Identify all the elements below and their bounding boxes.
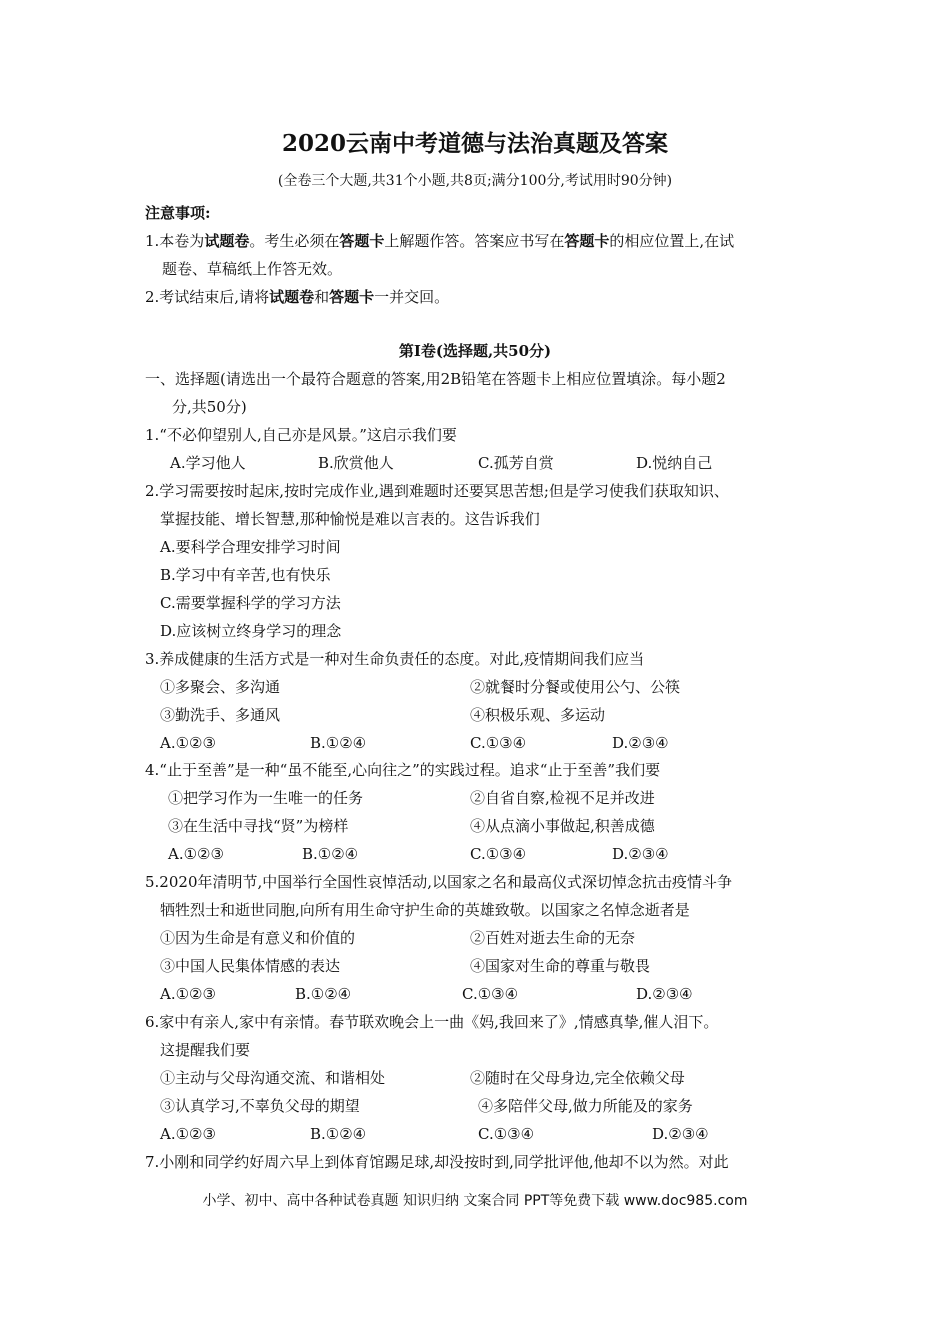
question-3-stem: 3.养成健康的生活方式是一种对生命负责任的态度。对此,疫情期间我们应当 (145, 650, 645, 668)
q4-option-c: C.①③④ (470, 845, 527, 863)
notice-emphasis: 试题卷 (204, 232, 250, 250)
q1-option-d: D.悦纳自己 (636, 454, 713, 472)
page-footer: 小学、初中、高中各种试卷真题 知识归纳 文案合同 PPT等免费下载 www.doc985.com (202, 1193, 748, 1209)
q3-statement-4: ④积极乐观、多运动 (470, 706, 606, 724)
q2-option-c: C.需要掌握科学的学习方法 (160, 594, 341, 612)
q5-option-d: D.②③④ (636, 985, 693, 1003)
notice-text: 上解题作答。答案应书写在 (384, 232, 565, 250)
document-title: 2020云南中考道德与法治真题及答案 (281, 130, 668, 157)
question-6-stem: 6.家中有亲人,家中有亲情。春节联欢晚会上一曲《妈,我回来了》,情感真挚,催人泪下。 (145, 1013, 719, 1031)
q6-statement-2: ②随时在父母身边,完全依赖父母 (470, 1069, 685, 1087)
notice-text: 。考生必须在 (249, 232, 340, 250)
q4-statement-1: ①把学习作为一生唯一的任务 (168, 789, 364, 807)
q6-option-c: C.①③④ (478, 1125, 535, 1143)
q1-option-b: B.欣赏他人 (318, 454, 394, 472)
q6-statement-3: ③认真学习,不辜负父母的期望 (160, 1097, 360, 1115)
notice-item-1 (145, 231, 734, 251)
q1-option-c: C.孤芳自赏 (478, 454, 554, 472)
q4-statement-2: ②自省自察,检视不足并改进 (470, 789, 655, 807)
part-instructions-continued: 分,共50分) (172, 398, 247, 416)
part-instructions: 一、选择题(请选出一个最符合题意的答案,用2B铅笔在答题卡上相应位置填涂。每小题2 (145, 370, 726, 388)
notice-text: 一并交回。 (374, 288, 450, 306)
question-7-stem: 7.小刚和同学约好周六早上到体育馆踢足球,却没按时到,同学批评他,他却不以为然。对此 (145, 1153, 729, 1171)
q5-statement-3: ③中国人民集体情感的表达 (160, 957, 341, 975)
q3-statement-3: ③勤洗手、多通风 (160, 706, 281, 724)
notice-text: 2.考试结束后,请将 (145, 288, 270, 306)
q5-option-c: C.①③④ (462, 985, 519, 1003)
notice-emphasis: 答题卡 (564, 232, 610, 250)
question-6-stem-continued: 这提醒我们要 (160, 1041, 251, 1059)
notice-emphasis: 试题卷 (269, 288, 315, 306)
q5-option-a: A.①②③ (160, 985, 216, 1003)
notice-text: 和 (314, 288, 330, 306)
notice-item-2 (145, 287, 449, 307)
q3-option-b: B.①②④ (310, 734, 367, 752)
notice-item-1-continued: 题卷、草稿纸上作答无效。 (162, 260, 343, 278)
q6-statement-4: ④多陪伴父母,做力所能及的家务 (478, 1097, 693, 1115)
q4-statement-4: ④从点滴小事做起,积善成德 (470, 817, 655, 835)
notice-emphasis: 答题卡 (339, 232, 385, 250)
q4-option-b: B.①②④ (302, 845, 359, 863)
question-5-stem-continued: 牺牲烈士和逝世同胞,向所有用生命守护生命的英雄致敬。以国家之名悼念逝者是 (160, 901, 690, 919)
q5-statement-1: ①因为生命是有意义和价值的 (160, 929, 356, 947)
q2-option-a: A.要科学合理安排学习时间 (160, 538, 341, 556)
q5-option-b: B.①②④ (295, 985, 352, 1003)
exam-info: (全卷三个大题,共31个小题,共8页;满分100分,考试用时90分钟) (277, 173, 673, 189)
notice-heading: 注意事项: (145, 204, 211, 222)
notice-emphasis: 答题卡 (329, 288, 375, 306)
q3-option-a: A.①②③ (160, 734, 216, 752)
q5-statement-2: ②百姓对逝去生命的无奈 (470, 929, 636, 947)
q3-statement-2: ②就餐时分餐或使用公勺、公筷 (470, 678, 681, 696)
q2-option-b: B.学习中有辛苦,也有快乐 (160, 566, 331, 584)
q6-option-a: A.①②③ (160, 1125, 216, 1143)
question-2-stem: 2.学习需要按时起床,按时完成作业,遇到难题时还要冥思苦想;但是学习使我们获取知识、 (145, 482, 729, 500)
notice-text: 的相应位置上,在试 (609, 232, 735, 250)
q3-option-c: C.①③④ (470, 734, 527, 752)
q4-option-d: D.②③④ (612, 845, 669, 863)
q5-statement-4: ④国家对生命的尊重与敬畏 (470, 957, 651, 975)
q4-statement-3: ③在生活中寻找“贤”为榜样 (168, 817, 349, 835)
question-2-stem-continued: 掌握技能、增长智慧,那种愉悦是难以言表的。这告诉我们 (160, 510, 540, 528)
question-1-stem: 1.“不必仰望别人,自己亦是风景。”这启示我们要 (145, 426, 457, 444)
q2-option-d: D.应该树立终身学习的理念 (160, 622, 342, 640)
question-4-stem: 4.“止于至善”是一种“虽不能至,心向往之”的实践过程。追求“止于至善”我们要 (145, 761, 661, 779)
q6-option-d: D.②③④ (652, 1125, 709, 1143)
section-title: 第Ⅰ卷(选择题,共50分) (398, 342, 552, 360)
q6-statement-1: ①主动与父母沟通交流、和谐相处 (160, 1069, 386, 1087)
q6-option-b: B.①②④ (310, 1125, 367, 1143)
q1-option-a: A.学习他人 (170, 454, 246, 472)
q3-option-d: D.②③④ (612, 734, 669, 752)
q3-statement-1: ①多聚会、多沟通 (160, 678, 281, 696)
question-5-stem: 5.2020年清明节,中国举行全国性哀悼活动,以国家之名和最高仪式深切悼念抗击疫情斗争 (145, 873, 733, 891)
notice-text: 1.本卷为 (145, 232, 205, 250)
q4-option-a: A.①②③ (168, 845, 224, 863)
